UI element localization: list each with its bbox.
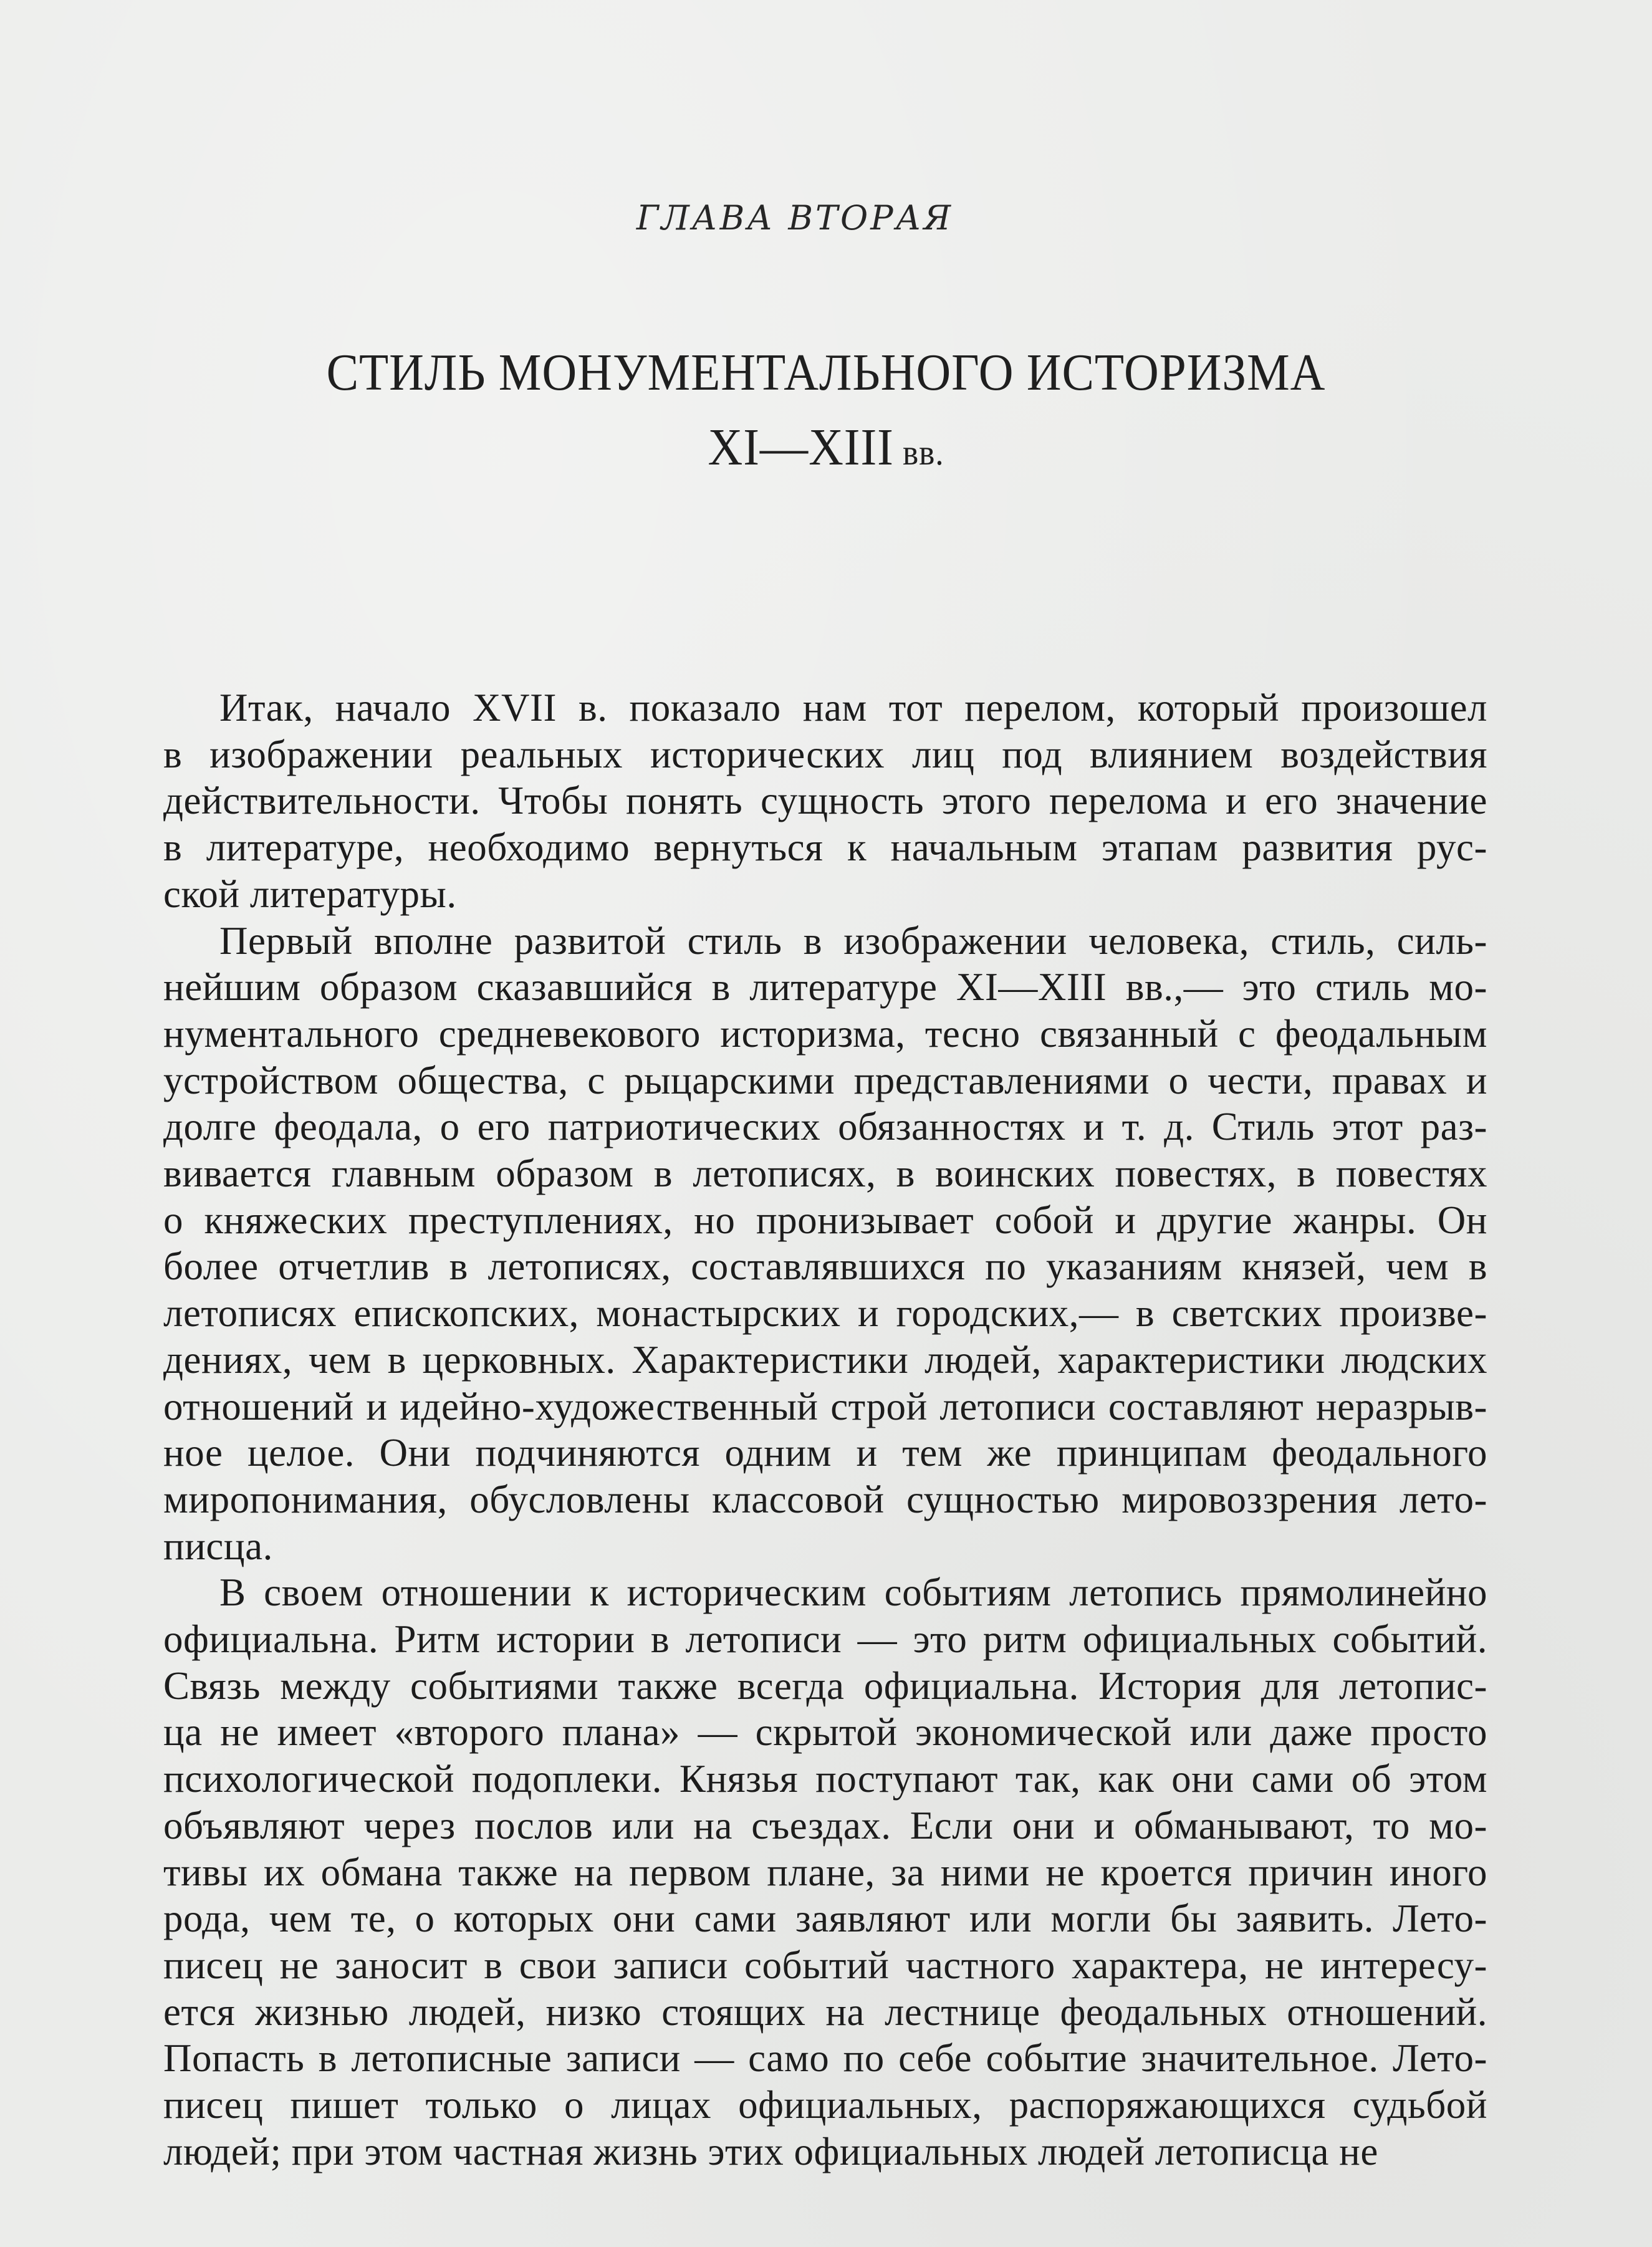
text-line: ской литературы. [163, 872, 457, 916]
paragraph [163, 1569, 1487, 2175]
text-line: объявляют через послов или на съездах. Если они и обманывают, то мо- [163, 1803, 1487, 1847]
text-line: Первый вполне развитой стиль в изображении человека, стиль, силь- [219, 918, 1487, 963]
chapter-label: ГЛАВА ВТОРАЯ [636, 198, 954, 238]
text-line: дениях, чем в церковных. Характеристики людей, характеристики людских [163, 1337, 1487, 1382]
text-line: писец пишет только о лицах официальных, распоряжающихся судьбой [163, 2083, 1487, 2127]
text-line: нейшим образом сказавшийся в литературе XI—XIII вв.,— это стиль мо- [163, 965, 1487, 1009]
text-line: тивы их обмана также на первом плане, за ними не кроется причин иного [163, 1850, 1487, 1894]
text-line: ное целое. Они подчиняются одним и тем же принципам феодального [163, 1431, 1487, 1475]
text-line: вивается главным образом в летописях, в воинских повестях, в повестях [163, 1152, 1487, 1196]
text-line: рода, чем те, о которых они сами заявляют или могли бы заявить. Лето- [163, 1897, 1487, 1941]
text-line: действительности. Чтобы понять сущность этого перелома и его значение [163, 779, 1487, 823]
text-line: отношений и идейно-художественный строй летописи составляют неразрыв- [163, 1384, 1487, 1428]
text-line: ца не имеет «второго плана» — скрытой экономической или даже просто [163, 1710, 1487, 1754]
chapter-title-centuries: XI—XIII [708, 418, 894, 476]
chapter-title [66, 342, 1586, 484]
chapter-title-line1: СТИЛЬ МОНУМЕНТАЛЬНОГО ИСТОРИЗМА [326, 344, 1326, 402]
text-line: устройством общества, с рыцарскими представлениями о чести, правах и [163, 1058, 1487, 1102]
text-line: миропонимания, обусловлены классовой сущностью мировоззрения лето- [163, 1477, 1487, 1521]
text-line: долге феодала, о его патриотических обязанностях и т. д. Стиль этот раз- [163, 1105, 1487, 1149]
text-line: Попасть в летописные записи — само по себе событие значительное. Лето- [163, 2036, 1487, 2081]
text-line: официальна. Ритм истории в летописи — это ритм официальных событий. [163, 1617, 1487, 1662]
text-line: психологической подоплеки. Князья поступают так, как они сами об этом [163, 1757, 1487, 1801]
text-line: писец не заносит в свои записи событий частного характера, не интересу- [163, 1943, 1487, 1987]
text-line: в литературе, необходимо вернуться к начальным этапам развития рус- [163, 825, 1487, 870]
text-line: Связь между событиями также всегда официальна. История для летопис- [163, 1663, 1487, 1708]
text-line: летописях епископских, монастырских и городских,— в светских произве- [163, 1291, 1487, 1335]
text-line: людей; при этом частная жизнь этих официальных людей летописца не [163, 2129, 1378, 2173]
text-line: в изображении реальных исторических лиц под влиянием воздействия [163, 732, 1487, 776]
chapter-title-line2 [66, 416, 1586, 484]
text-line: ется жизнью людей, низко стоящих на лестнице феодальных отношений. [163, 1990, 1487, 2034]
text-line: о княжеских преступлениях, но пронизывает собой и другие жанры. Он [163, 1198, 1487, 1242]
text-line: Итак, начало XVII в. показало нам тот перелом, который произошел [219, 686, 1487, 729]
text-line: писца. [163, 1524, 273, 1568]
text-line: нументального средневекового историзма, тесно связанный с феодальным [163, 1011, 1487, 1056]
paragraph [163, 918, 1487, 1570]
body-text [163, 685, 1487, 2175]
chapter-title-centuries-suffix: вв. [893, 432, 944, 473]
paragraph [163, 685, 1487, 918]
text-line: более отчетлив в летописях, составлявшихся по указаниям князей, чем в [163, 1244, 1487, 1289]
text-line: В своем отношении к историческим событиям летопись прямолинейно [219, 1571, 1487, 1615]
